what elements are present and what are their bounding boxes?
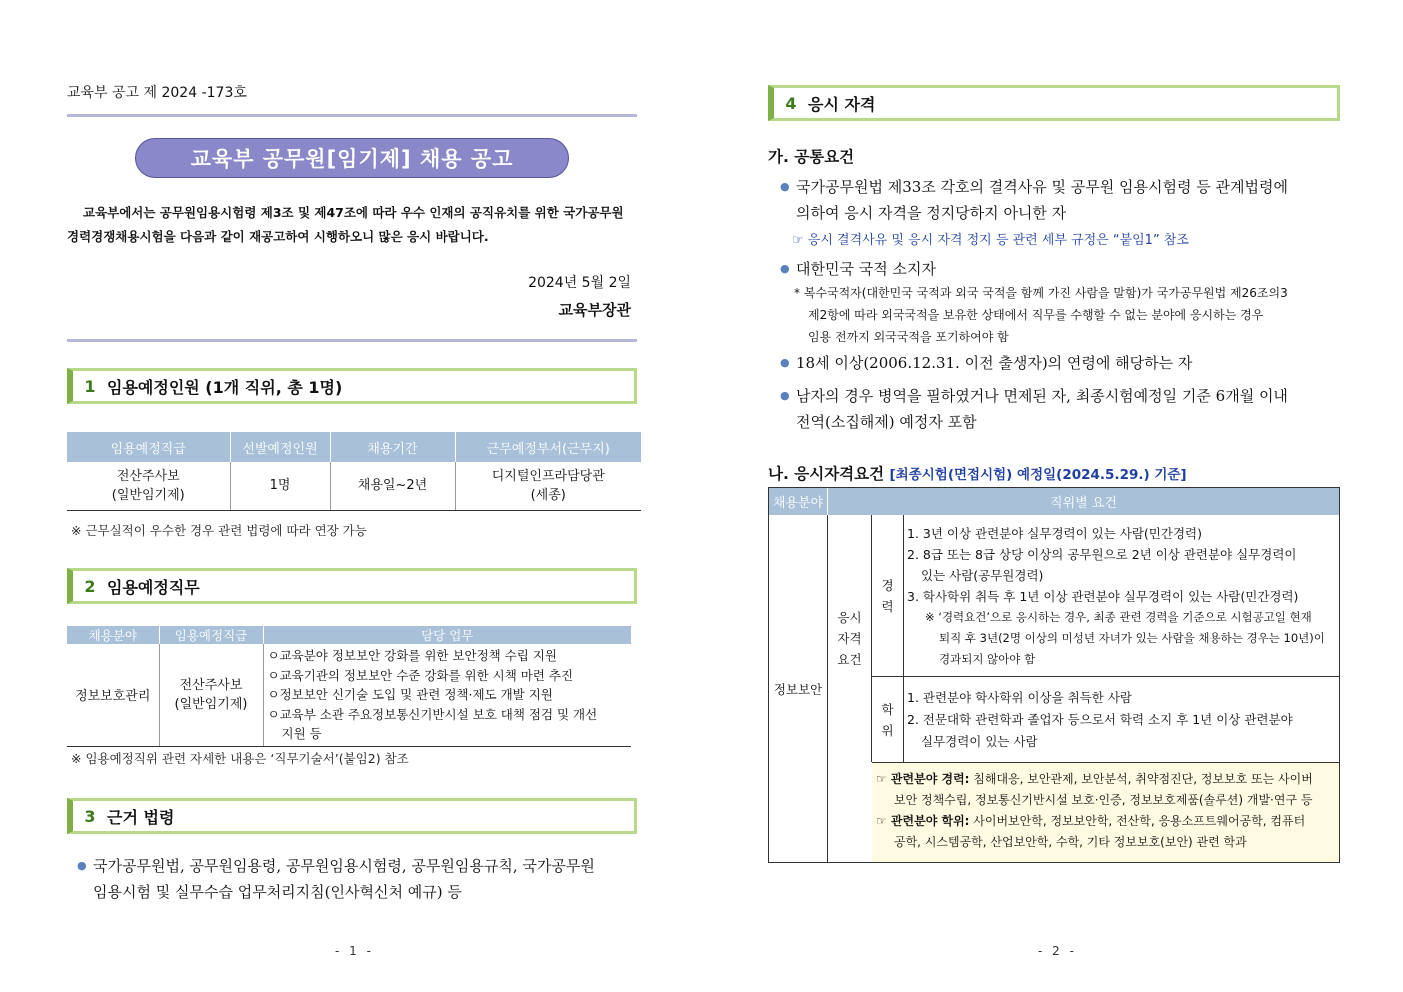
col-header: 선발예정인원 [230,432,330,462]
duty-item: ㅇ교육분야 정보보안 강화를 위한 보안정책 수립 지원 [267,648,557,663]
col-header: 채용기간 [330,432,455,462]
col-header: 임용예정직급 [67,432,230,462]
table-row [67,462,641,510]
bullet-icon: ● [780,180,790,193]
footnote-line: ☞ 관련분야 경력: 침해대응, 보안관제, 보안분석, 취약점진단, 정보보호 또는 사이버 [876,772,1313,786]
notice-date: 2024년 5월 2일 [528,275,631,291]
col-header: 근무예정부서(근무지) [455,432,641,462]
list-item: 1. 3년 이상 관련분야 실무경력이 있는 사람(민간경력) [907,526,1202,541]
col-header: 직위별 요건 [828,488,1339,515]
bullet-icon: ● [780,262,790,275]
intro-line: 경력경쟁채용시험을 다음과 같이 재공고하여 시행하오니 많은 응시 바랍니다. [67,229,489,244]
degree-list [907,687,1339,753]
list-item: 경과되지 않아야 함 [939,652,1036,666]
section-title: 임용예정직무 [107,577,200,597]
section-title: 응시 자격 [808,94,876,114]
cell-dept: 디지털인프라담당관 (세종) [455,462,641,510]
table-header-row [67,432,641,462]
requirement-bullet: ● 남자의 경우 병역을 필하였거나 면제된 자, 최종시험예정일 기준 6개월 이내 전역(소집해제) 예정자 포함 [796,383,1342,435]
section-2-header [67,568,637,604]
divider [67,339,637,342]
category-cell: 응시 자격 요건 [828,515,872,762]
list-item: 2. 8급 또는 8급 상당 이상의 공무원으로 2년 이상 관련분야 실무경력이 [907,547,1297,562]
cell-duties [263,644,631,746]
qualification-table [768,487,1340,863]
career-label-cell: 경 력 [872,515,904,677]
law-bullet: ● 국가공무원법, 공무원임용령, 공무원임용시험령, 공무원임용규칙, 국가공무원 임용시험 및 실무수습 업무처리지침(인사혁신처 예규) 등 [93,853,641,905]
table-header-row [67,626,631,644]
col-header: 채용분야 [67,626,159,644]
duty-table [67,626,631,747]
section-3-header [67,798,637,834]
duty-item: ㅇ정보보안 신기술 도입 및 관련 정책·제도 개발 지원 [267,687,553,702]
intro-paragraph [67,201,637,249]
list-item: ※ ‘경력요건’으로 응시하는 경우, 최종 관련 경력을 기준으로 시험공고일 현재 [925,610,1312,624]
field-cell: 정보보안 [769,515,828,862]
reference-note: ☞ 응시 결격사유 및 응시 자격 정지 등 관련 세부 규정은 “붙임1” 참조 [792,233,1189,248]
page-number: - 1 - [335,944,374,958]
page-title: 교육부 공무원[임기제] 채용 공고 [135,138,569,178]
career-list [907,523,1339,670]
section-title: 임용예정인원 (1개 직위, 총 1명) [107,377,343,397]
cell-field: 정보보호관리 [67,644,159,746]
page-number: - 2 - [1038,944,1077,958]
col-header: 채용분야 [769,488,828,515]
qualification-date-note: [최종시험(면접시험) 예정일(2024.5.29.) 기준] [889,467,1187,483]
nationality-note: * 복수국적자(대한민국 국적과 외국 국적을 함께 가진 사람을 말함)가 국가공무원법 제26조의3 제2항에 따라 외국국적을 보유한 상태에서 직무를 수행할 수 없는 분야에 응시하는 경우 임용 전까지 외국국적을 포기하여야 함 [794,286,1288,344]
cell-grade: 전산주사보 (일반임기제) [67,462,230,510]
requirement-bullet: ● 국가공무원법 제33조 각호의 결격사유 및 공무원 임용시험령 등 관계법령에 의하여 응시 자격을 정지당하지 아니한 자 [796,174,1342,226]
section-number: 1 [84,376,96,396]
common-requirements-heading: 가. 공통요건 [768,148,855,166]
page-1 [67,0,639,992]
list-item: 3. 학사학위 취득 후 1년 이상 관련분야 실무경력이 있는 사람(민간경력) [907,589,1299,604]
list-item: 1. 관련분야 학사학위 이상을 취득한 사람 [907,690,1132,705]
footnote-line: 보안 정책수립, 정보통신기반시설 보호·인증, 정보보호제품(솔루션) 개발·연구 등 [894,793,1313,807]
footnote-line: 공학, 시스템공학, 산업보안학, 수학, 기타 정보보호(보안) 관련 학과 [894,835,1247,849]
section-number: 2 [84,576,96,596]
bullet-icon: ● [77,859,87,872]
degree-label-cell: 학 위 [872,677,904,762]
related-field-footnote [872,762,1339,862]
section-title: 근거 법령 [107,807,175,827]
section-1-header [67,368,637,404]
intro-line: 교육부에서는 공무원임용시험령 제3조 및 제47조에 따라 우수 인재의 공직유치를 위한 국가공무원 [83,205,624,220]
issuer: 교육부장관 [558,301,631,319]
cell-count: 1명 [230,462,330,510]
requirement-bullet: ● 대한민국 국적 소지자 [796,256,1342,282]
divider [67,114,637,117]
cell-grade: 전산주사보 (일반임기제) [159,644,263,746]
section-1-note: ※ 근무실적이 우수한 경우 관련 법령에 따라 연장 가능 [71,523,367,538]
page-2 [768,0,1340,992]
duty-item: ㅇ교육기관의 정보보안 수준 강화를 위한 시책 마련 추진 [267,667,574,683]
section-number: 3 [84,806,96,826]
list-item: 실무경력이 있는 사람 [921,734,1038,749]
col-header: 임용예정직급 [159,626,263,644]
table-row [67,644,631,746]
bullet-icon: ● [780,356,790,369]
list-item: 2. 전문대학 관련학과 졸업자 등으로서 학력 소지 후 1년 이상 관련분야 [907,712,1293,727]
section-2-note: ※ 임용예정직위 관련 자세한 내용은 ‘직무기술서’(붙임2) 참조 [71,751,409,766]
section-number: 4 [785,93,797,113]
staffing-table [67,432,641,511]
bullet-icon: ● [780,389,790,402]
notice-number: 교육부 공고 제 2024 -173호 [67,85,247,101]
list-item: 있는 사람(공무원경력) [921,568,1044,583]
section-4-header [768,85,1340,121]
footnote-line: ☞ 관련분야 학위: 사이버보안학, 정보보안학, 전산학, 응용소프트웨어공학, 컴퓨터 [876,814,1306,828]
requirement-bullet: ● 18세 이상(2006.12.31. 이전 출생자)의 연령에 해당하는 자 [796,350,1342,376]
duty-item: ㅇ교육부 소관 주요정보통신기반시설 보호 대책 점검 및 개선 [267,706,598,722]
list-item: 퇴직 후 3년(2명 이상의 미성년 자녀가 있는 사람을 채용하는 경우는 10년)이 [939,631,1325,645]
col-header: 담당 업무 [263,626,631,644]
cell-period: 채용일~2년 [330,462,455,510]
qualification-heading: 나. 응시자격요건 [최종시험(면접시험) 예정일(2024.5.29.) 기준] [768,465,1187,483]
duty-item: 지원 등 [281,726,322,741]
